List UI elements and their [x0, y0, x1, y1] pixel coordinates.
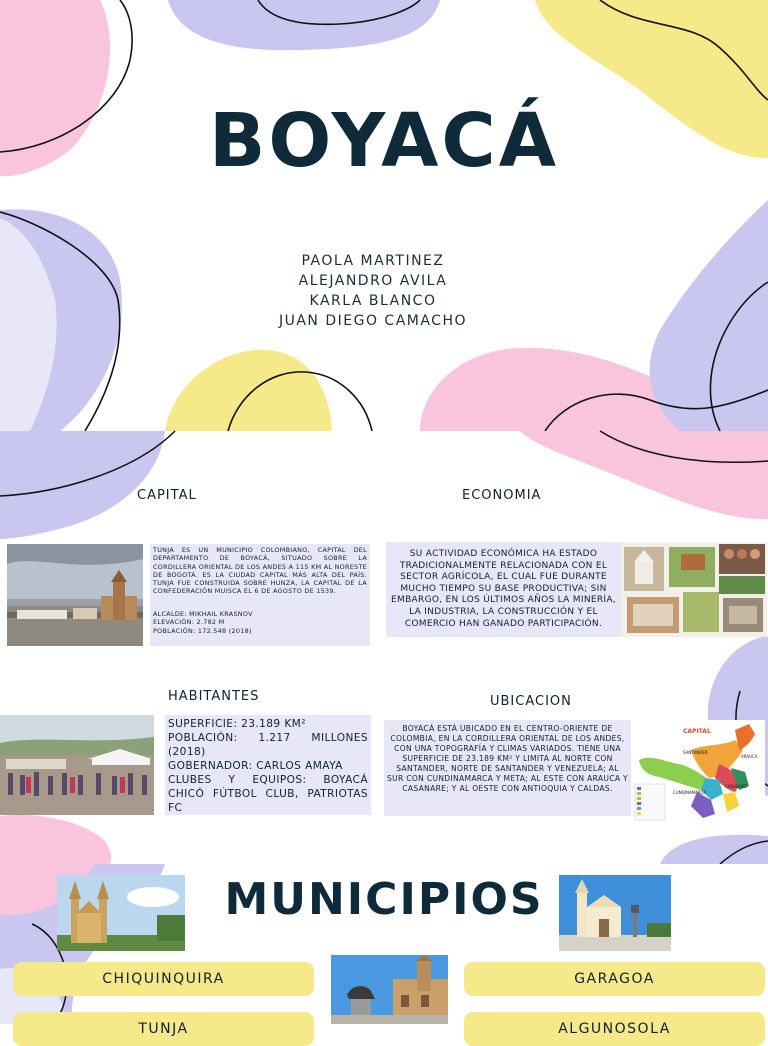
- habitantes-line: CLUBES Y EQUIPOS: BOYACÁ CHICÓ FÚTBOL CLUB, PATRIOTAS FC: [168, 774, 368, 814]
- cover-decoration: [0, 0, 768, 431]
- author-name: ALEJANDRO AVILA: [298, 273, 448, 289]
- ubicacion-box: [384, 720, 631, 816]
- capital-fact: ALCALDE: MIKHAIL KRASNOV: [153, 610, 253, 618]
- municipio-algunosola: ALGUNOSOLA: [464, 1012, 765, 1046]
- municipios-slide: [0, 864, 768, 1037]
- capital-fact: ELEVACIÓN: 2.782 M: [153, 618, 225, 627]
- chiquinquira-basilica-photo: [57, 875, 185, 951]
- capital-text: TUNJA ES UN MUNICIPIO COLOMBIANO, CAPITAL DEL DEPARTAMENTO DE BOYACÁ, SITUADO SOBRE LA CORDILLERA ORIENTAL DE LOS ANDES A 115 KM AL NORESTE DE BOGOTÁ. ES LA CIUDAD CAPITAL MÁS ALTA DEL PAÍS. TUNJA FUE CONSTRUIDA SOBRE HUNZA, LA CAPITAL DE LA CONFEDERACIÓN MUISCA EL 6 DE AGOSTO DE 1539.: [153, 546, 367, 596]
- author-name: KARLA BLANCO: [309, 293, 437, 309]
- boyaca-map: [631, 720, 765, 824]
- market-photo: [0, 715, 154, 815]
- capital-fact: POBLACIÓN: 172.548 (2018): [153, 626, 252, 635]
- cover-slide: [0, 0, 768, 431]
- municipios-title: MUNICIPIOS: [224, 874, 544, 925]
- ubicacion-title: UBICACION: [490, 694, 572, 709]
- economia-title: ECONOMIA: [462, 488, 542, 503]
- authors-list: [0, 251, 746, 331]
- capital-box: [150, 544, 370, 646]
- habitantes-line: POBLACIÓN: 1.217 MILLONES (2018): [168, 732, 368, 758]
- municipio-garagoa: GARAGOA: [464, 962, 765, 996]
- author-name: JUAN DIEGO CAMACHO: [278, 313, 468, 329]
- tunja-statue-photo: [331, 955, 448, 1024]
- author-name: PAOLA MARTINEZ: [301, 253, 445, 269]
- habitantes-lines: [168, 717, 368, 815]
- habitantes-title: HABITANTES: [168, 689, 260, 704]
- map-label-cundinamarca: CUNDINAMARCA: [673, 790, 706, 795]
- habitantes-line: SUPERFICIE: 23.189 KM²: [168, 718, 306, 730]
- map-label-arauca: ARAUCA: [741, 754, 758, 759]
- habitantes-box: [165, 715, 371, 815]
- page-title: BOYACÁ: [208, 98, 560, 184]
- map-label-santander: SANTANDER: [683, 750, 708, 755]
- ubicacion-text: BOYACÁ ESTÁ UBICADO EN EL CENTRO-ORIENTE DE COLOMBIA, EN LA CORDILLERA ORIENTAL DE LOS ANDES, CON UNA TOPOGRAFÍA Y CLIMAS VARIADOS. TIENE UNA SUPERFICIE DE 23.189 KM² Y LIMITA AL NORTE CON SANTANDER, NORTE DE SANTANDER Y VENEZUELA; AL SUR CON CUNDINAMARCA Y META; AL ESTE CON ARAUCA Y CASANARE; Y AL OESTE CON ANTIOQUIA Y CALDAS.: [387, 724, 628, 793]
- map-label-capital: CAPITAL: [683, 728, 711, 735]
- habitantes-line: GOBERNADOR: CARLOS AMAYA: [168, 760, 343, 772]
- capital-title: CAPITAL: [137, 488, 197, 503]
- map-label-casanare: CASANARE: [725, 784, 747, 789]
- economia-text: SU ACTIVIDAD ECONÓMICA HA ESTADO TRADICIONALMENTE RELACIONADA CON EL SECTOR AGRÍCOLA, EL CUAL FUE DURANTE MUCHO TIEMPO SU BASE PRODUCTIVA; SIN EMBARGO, EN LOS ÚLTIMOS AÑOS LA MINERÍA, LA INDUSTRIA, LA CONSTRUCCIÓN Y EL COMERCIO HAN GANADO PARTICIPACIÓN.: [391, 549, 616, 629]
- garagoa-church-photo: [559, 875, 671, 951]
- capital-facts: [153, 610, 367, 635]
- municipio-tunja: TUNJA: [13, 1012, 314, 1046]
- tunja-plaza-photo: [7, 544, 143, 646]
- info-slide: [0, 431, 768, 864]
- municipio-chiquinquira: CHIQUINQUIRA: [13, 962, 314, 996]
- economia-box: [386, 542, 621, 637]
- economia-collage: [621, 542, 767, 637]
